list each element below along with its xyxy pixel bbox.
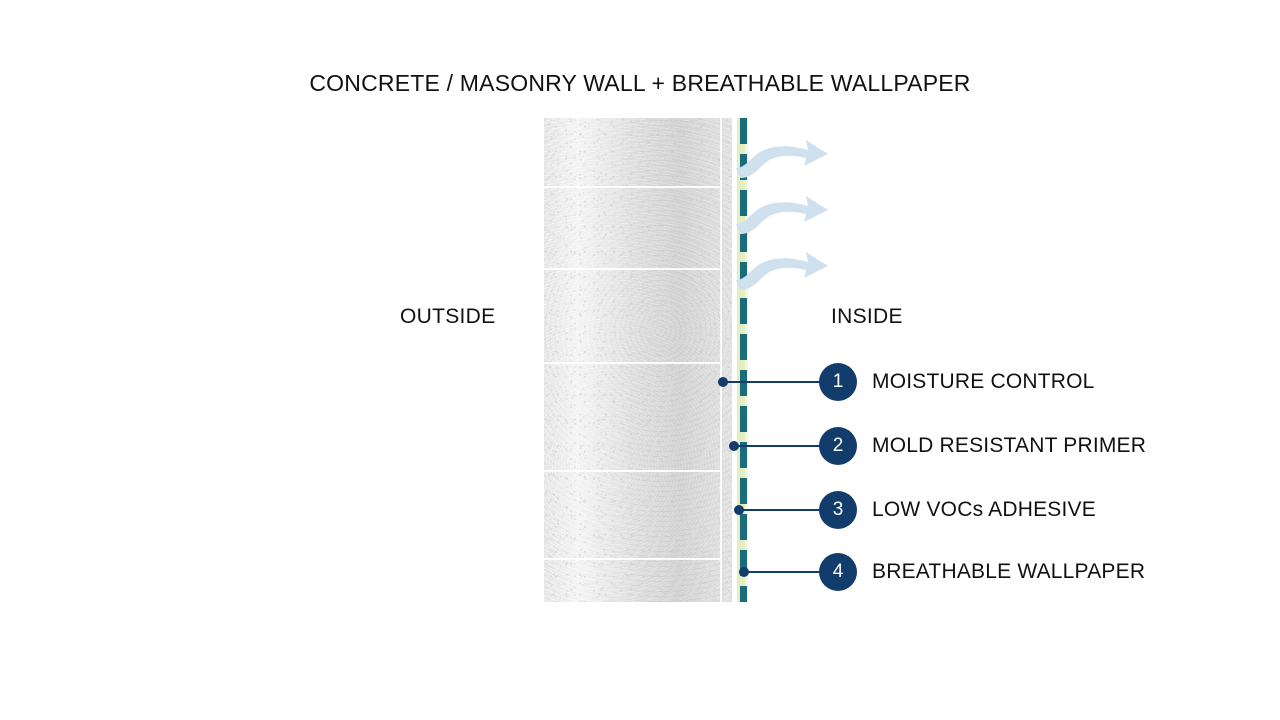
callout-badge-2: 2	[819, 427, 857, 465]
callout-badge-1: 1	[819, 363, 857, 401]
page-title: CONCRETE / MASONRY WALL + BREATHABLE WALLPAPER	[309, 70, 971, 96]
callout-moisture-control[interactable]	[819, 363, 1095, 401]
leader-3	[734, 505, 822, 515]
callout-label-4: BREATHABLE WALLPAPER	[872, 560, 1146, 583]
inside-label: INSIDE	[831, 305, 903, 328]
mortar-joint	[544, 362, 720, 364]
vapor-arrow-icon	[726, 126, 846, 296]
callout-low-vocs-adhesive[interactable]	[819, 491, 1096, 529]
mortar-joint	[544, 268, 720, 270]
callout-label-2: MOLD RESISTANT PRIMER	[872, 434, 1147, 457]
callout-badge-3: 3	[819, 491, 857, 529]
callout-breathable-wallpaper[interactable]	[819, 553, 1145, 591]
callout-mold-resistant-primer[interactable]	[819, 427, 1146, 465]
mortar-inner-edge	[720, 118, 722, 602]
leader-1	[718, 377, 822, 387]
mortar-joint	[544, 470, 720, 472]
callout-badge-4: 4	[819, 553, 857, 591]
masonry-texture	[544, 118, 732, 602]
mortar-joint	[544, 186, 720, 188]
leader-2	[729, 441, 822, 451]
callout-label-1: MOISTURE CONTROL	[872, 370, 1095, 393]
wall-assembly-stack	[544, 118, 748, 602]
mortar-joint	[544, 558, 720, 560]
callout-label-3: LOW VOCs ADHESIVE	[872, 498, 1096, 521]
leader-4	[739, 567, 822, 577]
outside-label: OUTSIDE	[400, 305, 496, 328]
moisture-arrows-group	[726, 126, 846, 296]
concrete-masonry-wall-layer	[544, 118, 732, 602]
